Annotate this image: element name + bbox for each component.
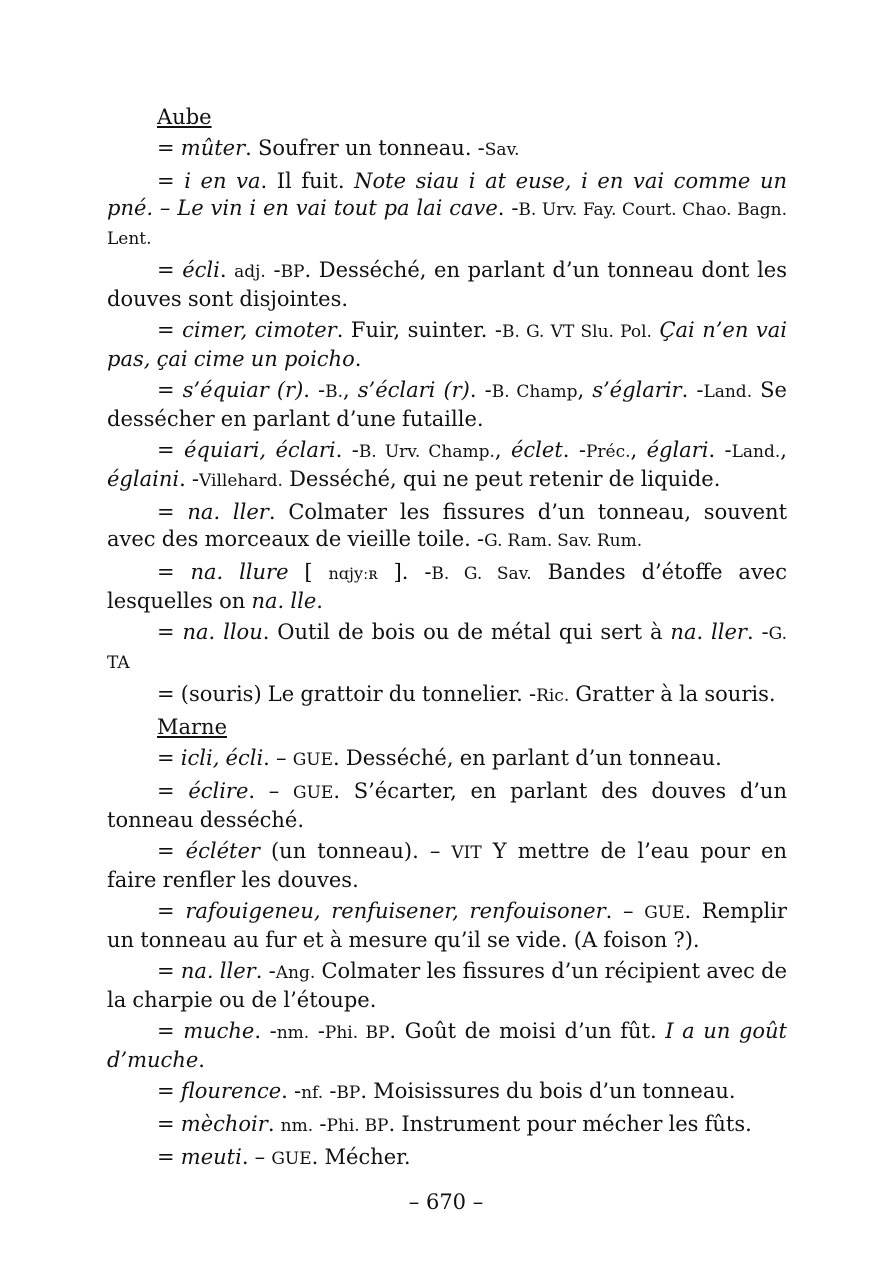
source-abbrev: Phi. BP [326, 1116, 389, 1136]
entry-text: . Instrument pour mécher les fûts. [388, 1112, 752, 1136]
dictionary-entry [107, 135, 787, 164]
entry-text: = [157, 378, 183, 402]
entry-text: . Soufrer un tonneau. - [245, 136, 485, 160]
entry-text: . – [605, 899, 645, 923]
entry-text: (un tonneau). – [259, 839, 452, 863]
source-abbrev: Sav. [484, 140, 520, 160]
headword: muche [183, 1019, 255, 1043]
entry-text: ]. - [377, 560, 432, 584]
source-abbrev: GUE [293, 783, 334, 803]
entry-text: = (souris) Le grattoir du tonnelier. - [157, 682, 537, 706]
headword: éclet [510, 438, 563, 462]
entry-text: , [780, 438, 787, 462]
headword: mèchoir [180, 1112, 268, 1136]
entry-text: - [309, 1019, 325, 1043]
entry-text: Desséché, qui ne peut retenir de liquide. [282, 467, 721, 491]
dictionary-entry [107, 958, 787, 1014]
entry-text: = [157, 318, 183, 342]
source-abbrev: B. G. VT Slu. Pol. [501, 322, 652, 342]
source-abbrev: GUE [292, 750, 334, 770]
source-abbrev: B. G. Sav. [431, 564, 532, 584]
dictionary-entry [107, 559, 787, 615]
entry-text: . [219, 258, 235, 282]
dictionary-entry [107, 1018, 787, 1074]
entry-text: [ [288, 560, 329, 584]
section-heading: Marne [157, 715, 228, 739]
entry-text: = [157, 169, 185, 193]
entry-text: . – [248, 779, 293, 803]
dictionary-entry [107, 1078, 787, 1107]
source-abbrev: Villehard. [199, 471, 283, 491]
entry-text: . - [681, 378, 704, 402]
entry-text: . Goût de moisi d’un fût. [389, 1019, 666, 1043]
headword: i en va [184, 169, 261, 193]
dictionary-entry [107, 778, 787, 834]
entry-text: . - [255, 959, 276, 983]
entry-text: . - [179, 467, 200, 491]
entry-text: . - [335, 438, 359, 462]
source-abbrev: adj. [234, 262, 266, 282]
headword: écli [182, 258, 220, 282]
entry-text: . Colmater les fissures d’un tonneau, souvent avec des morceaux de vieille toile. - [107, 500, 788, 551]
headword: rafouigeneu, renfuisener, renfouisoner [185, 899, 606, 923]
entry-text: . Desséché, en parlant d’un tonneau. [333, 746, 722, 770]
headword: cimer, cimoter [182, 318, 337, 342]
entry-text: = [157, 560, 191, 584]
entry-text: - [323, 1079, 337, 1103]
entry-text: . – [263, 746, 293, 770]
source-abbrev: Land. [703, 382, 753, 402]
dictionary-entry [107, 437, 787, 495]
dictionary-page [107, 104, 787, 1177]
entry-text: = [157, 1145, 181, 1169]
dictionary-entry [107, 168, 787, 253]
entry-text: . Il fuit. [260, 169, 355, 193]
source-abbrev: Ang. [275, 963, 316, 983]
entry-text: , [494, 438, 511, 462]
entry-text: Gratter à la souris. [569, 682, 776, 706]
entry-text: . - [469, 378, 492, 402]
entry-text: = [157, 1019, 184, 1043]
source-abbrev: Ric. [536, 686, 570, 706]
entry-text: - [313, 1112, 327, 1136]
source-abbrev: GUE [644, 903, 685, 923]
headword: s’éclari (r) [357, 378, 470, 402]
entry-text: , [630, 438, 647, 462]
headword: Note siau i at euse, i en vai comme un pné. – Le vin i en vai tout pa lai cave [107, 169, 787, 220]
headword: églaini [107, 467, 180, 491]
entry-text: = [157, 136, 175, 160]
dictionary-entry [107, 257, 787, 313]
page-number: – 670 – [408, 1190, 484, 1214]
entry-text: . - [497, 196, 519, 220]
entry-text: Se dessécher en parlant d’une futaille. [107, 378, 787, 431]
entry-text: = [157, 1112, 181, 1136]
headword: na. ller [670, 620, 747, 644]
entry-text: . [267, 1112, 281, 1136]
headword: Çai n’en vai pas, çai cime un poicho [107, 318, 787, 371]
headword: na. llou [182, 620, 263, 644]
dictionary-entry [107, 317, 787, 373]
source-abbrev: BP [336, 1083, 361, 1103]
source-abbrev: B. Urv. Fay. Court. Chao. Bagn. Lent. [107, 200, 787, 249]
source-abbrev: GUE [271, 1149, 312, 1169]
entry-text: = [157, 1079, 181, 1103]
headword: s’églarir [592, 378, 682, 402]
source-abbrev: Préc. [585, 442, 631, 462]
headword: I a un goût d’muche [107, 1019, 787, 1072]
entry-text: . - [746, 620, 769, 644]
entry-text: . - [708, 438, 732, 462]
source-abbrev: B. [325, 382, 344, 402]
entry-text: . [354, 347, 362, 371]
source-abbrev: B. Champ [491, 382, 578, 402]
entry-text: . [198, 1048, 205, 1072]
entry-text: . - [562, 438, 586, 462]
headword: écléter [185, 839, 260, 863]
headword: églari [646, 438, 709, 462]
entry-text: , [577, 378, 593, 402]
entry-text: . Mécher. [311, 1145, 411, 1169]
dictionary-entry [107, 838, 787, 894]
source-abbrev: Land. [731, 442, 781, 462]
headword: mûter [174, 136, 246, 160]
source-abbrev: BP [280, 262, 305, 282]
entry-text: = [157, 779, 189, 803]
entry-text: . - [254, 1019, 277, 1043]
dictionary-entry [107, 745, 787, 774]
headword: na. ller [187, 500, 269, 524]
dictionary-entry [107, 499, 787, 555]
entry-text: Colmater les fissures d’un récipient avec de la charpie ou de l’étoupe. [107, 959, 787, 1012]
source-abbrev: nɑjyːʀ [328, 564, 378, 583]
headword: na. llure [190, 560, 289, 584]
headword: équiari, éclari [184, 438, 336, 462]
entry-text: . Remplir un tonneau au fur et à mesure qu’il se vide. (A foison ?). [107, 899, 788, 952]
entry-text: . - [303, 378, 326, 402]
entry-text: . Fuir, suinter. - [336, 318, 502, 342]
dictionary-entry [107, 898, 787, 954]
source-abbrev: G. TA [107, 624, 788, 673]
source-abbrev: nm. [280, 1116, 314, 1136]
headword: meuti [180, 1145, 242, 1169]
headword: flourence [180, 1079, 282, 1103]
source-abbrev: Phi. BP [324, 1023, 390, 1043]
entry-text: Bandes d’étoffe avec lesquelles on [107, 560, 787, 613]
dictionary-entry [107, 377, 787, 433]
entry-text: - [265, 258, 281, 282]
dictionary-entry [107, 681, 787, 710]
entry-text: = [157, 899, 186, 923]
section-heading: Aube [157, 105, 212, 129]
entry-text: = [157, 258, 183, 282]
source-abbrev: G. Ram. Sav. Rum. [484, 531, 643, 551]
entry-text: = [157, 839, 186, 863]
entry-text: , [343, 378, 358, 402]
entry-text: = [157, 959, 181, 983]
source-abbrev: B. Urv. Champ. [358, 442, 495, 462]
source-abbrev: VIT [451, 843, 482, 863]
headword: na. ller [180, 959, 256, 983]
entry-text: . - [281, 1079, 302, 1103]
dictionary-entry [107, 619, 787, 677]
headword: na. lle [251, 589, 317, 613]
entry-text: . Outil de bois ou de métal qui sert à [262, 620, 671, 644]
headword: éclire [188, 779, 249, 803]
entry-text: . Desséché, en parlant d’un tonneau dont les douves sont disjointes. [107, 258, 787, 311]
headword: s’équiar (r) [182, 378, 304, 402]
source-abbrev: nm. [276, 1023, 310, 1043]
entry-text: = [157, 438, 184, 462]
entry-text: = [157, 746, 181, 770]
dictionary-entry [107, 1111, 787, 1140]
entry-text: = [157, 620, 183, 644]
entry-text: Y mettre de l’eau pour en faire renfler les douves. [107, 839, 787, 892]
dictionary-entry [107, 1144, 787, 1173]
entry-text: . S’écarter, en parlant des douves d’un tonneau desséché. [107, 779, 787, 832]
entry-text: . Moisissures du bois d’un tonneau. [360, 1079, 736, 1103]
entry-text: = [157, 500, 188, 524]
headword: icli, écli [180, 746, 264, 770]
entry-text: . [316, 589, 323, 613]
entry-text: . – [241, 1145, 272, 1169]
source-abbrev: nf. [301, 1083, 324, 1103]
